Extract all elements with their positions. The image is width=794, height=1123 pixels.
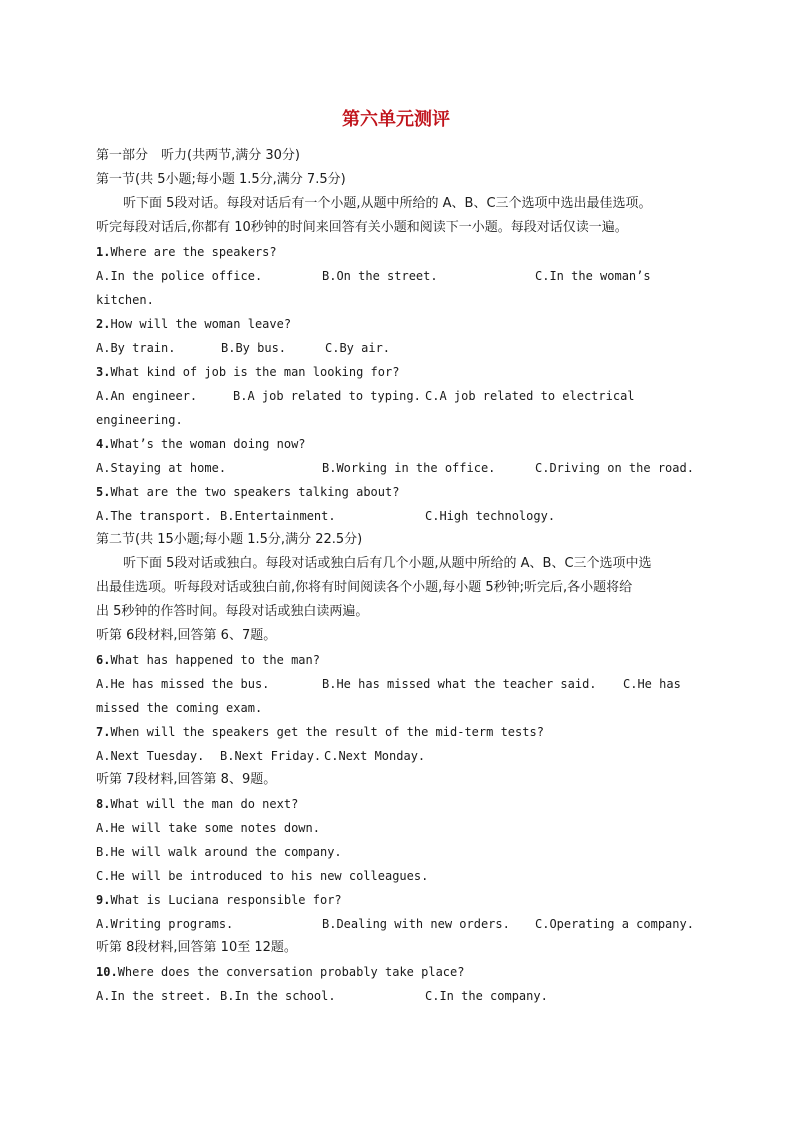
question-10-options: [96, 984, 696, 1008]
question-6-options: [96, 672, 696, 696]
option-a: A.Staying at home.: [96, 461, 227, 475]
option-b: B.In the school.: [220, 989, 336, 1003]
option-c: C.Next Monday.: [324, 749, 426, 763]
option-c: C.He will be introduced to his new colleagues.: [96, 869, 429, 883]
question-text: What’s the woman doing now?: [110, 437, 306, 451]
question-5-options: [96, 504, 696, 528]
option-continuation: missed the coming exam.: [96, 701, 263, 715]
material-6-heading: 听第 6段材料,回答第 6、7题。: [96, 628, 277, 643]
section1-heading: 第一节(共 5小题;每小题 1.5分,满分 7.5分): [96, 172, 346, 187]
option-a: A.In the street.: [96, 989, 212, 1003]
exam-page: [96, 104, 696, 1008]
question-4: [96, 432, 696, 456]
section2-instructions-line3: 出 5秒钟的作答时间。每段对话或独白读两遍。: [96, 604, 369, 619]
option-a: A.The transport.: [96, 509, 212, 523]
option-c: C.He has: [623, 677, 681, 691]
question-text: How will the woman leave?: [110, 317, 292, 331]
option-c: C.Operating a company.: [535, 917, 694, 931]
option-c: C.Driving on the road.: [535, 461, 694, 475]
question-10: [96, 960, 696, 984]
page-title: 第六单元测评: [342, 109, 450, 130]
question-8: [96, 792, 696, 816]
option-b: B.Dealing with new orders.: [322, 917, 510, 931]
option-c: C.In the woman’s: [535, 269, 651, 283]
option-a: A.Writing programs.: [96, 917, 234, 931]
section1-instructions-line2: 听完每段对话后,你都有 10秒钟的时间来回答有关小题和阅读下一小题。每段对话仅读一遍。: [96, 220, 628, 235]
option-a: A.He will take some notes down.: [96, 821, 320, 835]
material-7-heading: 听第 7段材料,回答第 8、9题。: [96, 772, 277, 787]
question-number: 5.: [96, 485, 111, 499]
option-b: B.On the street.: [322, 269, 438, 283]
material-8-heading: 听第 8段材料,回答第 10至 12题。: [96, 940, 297, 955]
question-3: [96, 360, 696, 384]
question-number: 3.: [96, 365, 111, 379]
question-number: 9.: [96, 893, 111, 907]
option-a: A.Next Tuesday.: [96, 749, 205, 763]
question-6: [96, 648, 696, 672]
question-number: 2.: [96, 317, 111, 331]
section2-instructions-line1: 听下面 5段对话或独白。每段对话或独白后有几个小题,从题中所给的 A、B、C三个选项中选: [123, 556, 652, 571]
question-9: [96, 888, 696, 912]
section2-instructions-line2: 出最佳选项。听每段对话或独白前,你将有时间阅读各个小题,每小题 5秒钟;听完后,各小题将给: [96, 580, 633, 595]
option-continuation: engineering.: [96, 413, 183, 427]
option-a: A.He has missed the bus.: [96, 677, 270, 691]
option-b: B.He will walk around the company.: [96, 845, 342, 859]
option-c: C.By air.: [325, 341, 391, 355]
question-number: 1.: [96, 245, 111, 259]
question-1-options: [96, 264, 696, 288]
option-b: B.Entertainment.: [220, 509, 336, 523]
question-number: 6.: [96, 653, 111, 667]
question-text: Where are the speakers?: [110, 245, 277, 259]
question-number: 4.: [96, 437, 111, 451]
option-c: C.High technology.: [425, 509, 556, 523]
option-b: B.A job related to typing.: [233, 389, 421, 403]
section1-instructions-line1: 听下面 5段对话。每段对话后有一个小题,从题中所给的 A、B、C三个选项中选出最佳选项。: [123, 196, 652, 211]
question-text: Where does the conversation probably take place?: [117, 965, 465, 979]
option-c: C.In the company.: [425, 989, 548, 1003]
option-b: B.He has missed what the teacher said.: [322, 677, 597, 691]
question-9-options: [96, 912, 696, 936]
option-b: B.By bus.: [221, 341, 287, 355]
option-continuation: kitchen.: [96, 293, 154, 307]
question-2: [96, 312, 696, 336]
question-text: What is Luciana responsible for?: [110, 893, 342, 907]
question-text: What kind of job is the man looking for?: [110, 365, 400, 379]
question-1: [96, 240, 696, 264]
question-4-options: [96, 456, 696, 480]
question-7: [96, 720, 696, 744]
option-b: B.Next Friday.: [220, 749, 322, 763]
question-text: What are the two speakers talking about?: [110, 485, 400, 499]
question-number: 10.: [96, 965, 118, 979]
question-text: When will the speakers get the result of the mid-term tests?: [110, 725, 544, 739]
question-7-options: [96, 744, 696, 768]
question-2-options: [96, 336, 696, 360]
option-b: B.Working in the office.: [322, 461, 496, 475]
question-number: 7.: [96, 725, 111, 739]
part1-heading: 第一部分 听力(共两节,满分 30分): [96, 148, 300, 163]
question-text: What will the man do next?: [110, 797, 299, 811]
option-c: C.A job related to electrical: [425, 389, 635, 403]
question-text: What has happened to the man?: [110, 653, 320, 667]
section2-heading: 第二节(共 15小题;每小题 1.5分,满分 22.5分): [96, 532, 363, 547]
option-a: A.In the police office.: [96, 269, 263, 283]
option-a: A.An engineer.: [96, 389, 198, 403]
option-a: A.By train.: [96, 341, 176, 355]
question-3-options: [96, 384, 696, 408]
question-number: 8.: [96, 797, 111, 811]
question-5: [96, 480, 696, 504]
